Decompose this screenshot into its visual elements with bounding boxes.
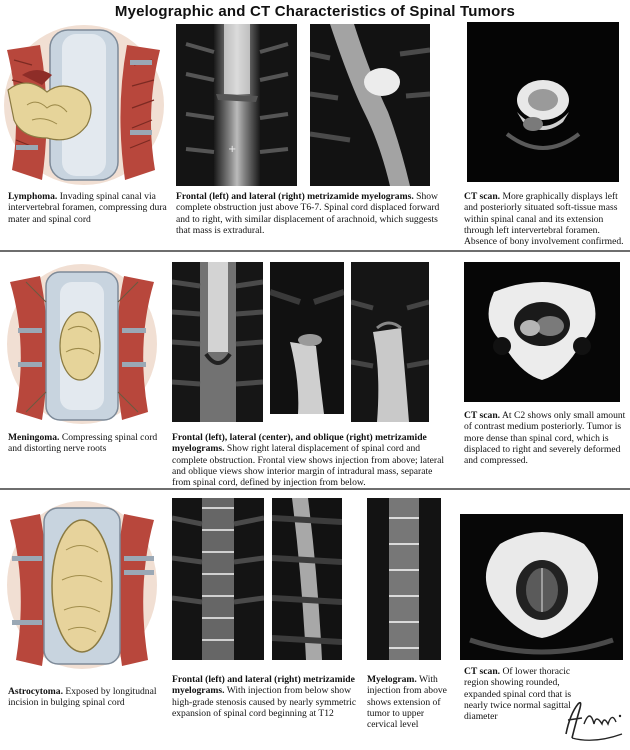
astrocytoma-caption: [8, 686, 164, 709]
meningoma-illustration: [6, 262, 158, 424]
astrocytoma-caption-text: Exposed by longitudnal incision in bulging spinal cord: [8, 686, 157, 709]
astrocytoma-ct-caption-text: Of lower thoracic region showing rounded, expanded spinal cord that is nearly twice normal sagittal diameter: [464, 666, 572, 723]
lymphoma-caption-text: Invading spinal canal via intervertebral foramen, compressing dura mater and spinal cord: [8, 191, 167, 225]
lymphoma-myelogram-caption-text: Show complete obstruction just above T6-7. Spinal cord displaced forward and to right, with similar displacement of arachnoid, which suggests that mass is extradural.: [176, 191, 440, 236]
lymphoma-myelogram-caption: [176, 191, 444, 236]
meningoma-lateral-myelogram: [270, 262, 344, 414]
astrocytoma-myelogram2-caption: [367, 674, 451, 730]
astrocytoma-ct-caption-bold: CT scan.: [464, 666, 501, 677]
meningoma-ct-caption-bold: CT scan.: [464, 410, 501, 421]
lymphoma-caption-bold: Lymphoma.: [8, 191, 58, 202]
meningoma-myelogram-caption-text: Show right lateral displacement of spinal cord and complete obstruction. Frontal view shows injection from above; lateral and oblique views show interior margin of intradural mass, separate from spinal cord, defined by injection from below.: [172, 443, 445, 489]
astrocytoma-myelogram-caption-bold: Frontal (left) and lateral (right) metrizamide myelograms.: [172, 674, 355, 697]
astrocytoma-myelogram-caption: [172, 674, 358, 719]
svg-text:+: +: [228, 144, 237, 155]
meningoma-myelogram-caption: [172, 432, 450, 488]
lymphoma-ct-caption-text: More graphically displays left and posteriorly situated soft-tissue mass within spinal canal and its extension through left intervertebral foramen. Absence of bony involvement confirmed.: [464, 191, 624, 248]
meningoma-ct-scan: [464, 262, 620, 402]
lymphoma-illustration: [2, 20, 165, 185]
meningoma-frontal-myelogram: [172, 262, 263, 422]
meningoma-ct-caption: [464, 410, 626, 466]
meningoma-myelogram-caption-bold: Frontal (left), lateral (center), and oblique (right) metrizamide myelograms.: [172, 432, 427, 455]
astrocytoma-myelogram: [367, 498, 441, 660]
lymphoma-ct-scan: [467, 22, 619, 182]
lymphoma-ct-caption-bold: CT scan.: [464, 191, 501, 202]
astrocytoma-frontal-myelogram: [172, 498, 264, 660]
row-divider-1: [0, 250, 630, 252]
meningoma-ct-caption-text: At C2 shows only small amount of contrast medium posteriorly. Tumor is more dense than spinal cord, which is displaced to right and severely deformed and compressed.: [464, 410, 626, 467]
page-title: Myelographic and CT Characteristics of Spinal Tumors: [114, 3, 516, 20]
lymphoma-lateral-myelogram: [310, 24, 430, 186]
astrocytoma-myelogram2-caption-text: With injection from above shows extension of tumor to upper cervical level: [367, 674, 447, 731]
lymphoma-ct-caption: [464, 191, 626, 247]
lymphoma-myelogram-caption-bold: Frontal (left) and lateral (right) metrizamide myelograms.: [176, 191, 414, 202]
meningoma-caption-bold: Meningoma.: [8, 432, 60, 443]
astrocytoma-lateral-myelogram: [272, 498, 342, 660]
astrocytoma-caption-bold: Astrocytoma.: [8, 686, 63, 697]
meningoma-caption-text: Compressing spinal cord and distorting nerve roots: [8, 432, 158, 455]
lymphoma-frontal-myelogram: [176, 24, 297, 186]
astrocytoma-illustration: [6, 500, 158, 670]
meningoma-caption: [8, 432, 168, 455]
lymphoma-caption: [8, 191, 168, 225]
artist-signature: [560, 694, 628, 746]
astrocytoma-myelogram-caption-text: With injection from below show high-grade stenosis caused by nearly symmetric expansion of spinal cord beginning at T12: [172, 685, 357, 719]
astrocytoma-myelogram2-caption-bold: Myelogram.: [367, 674, 417, 685]
meningoma-oblique-myelogram: [351, 262, 429, 422]
astrocytoma-ct-scan: [460, 514, 623, 660]
